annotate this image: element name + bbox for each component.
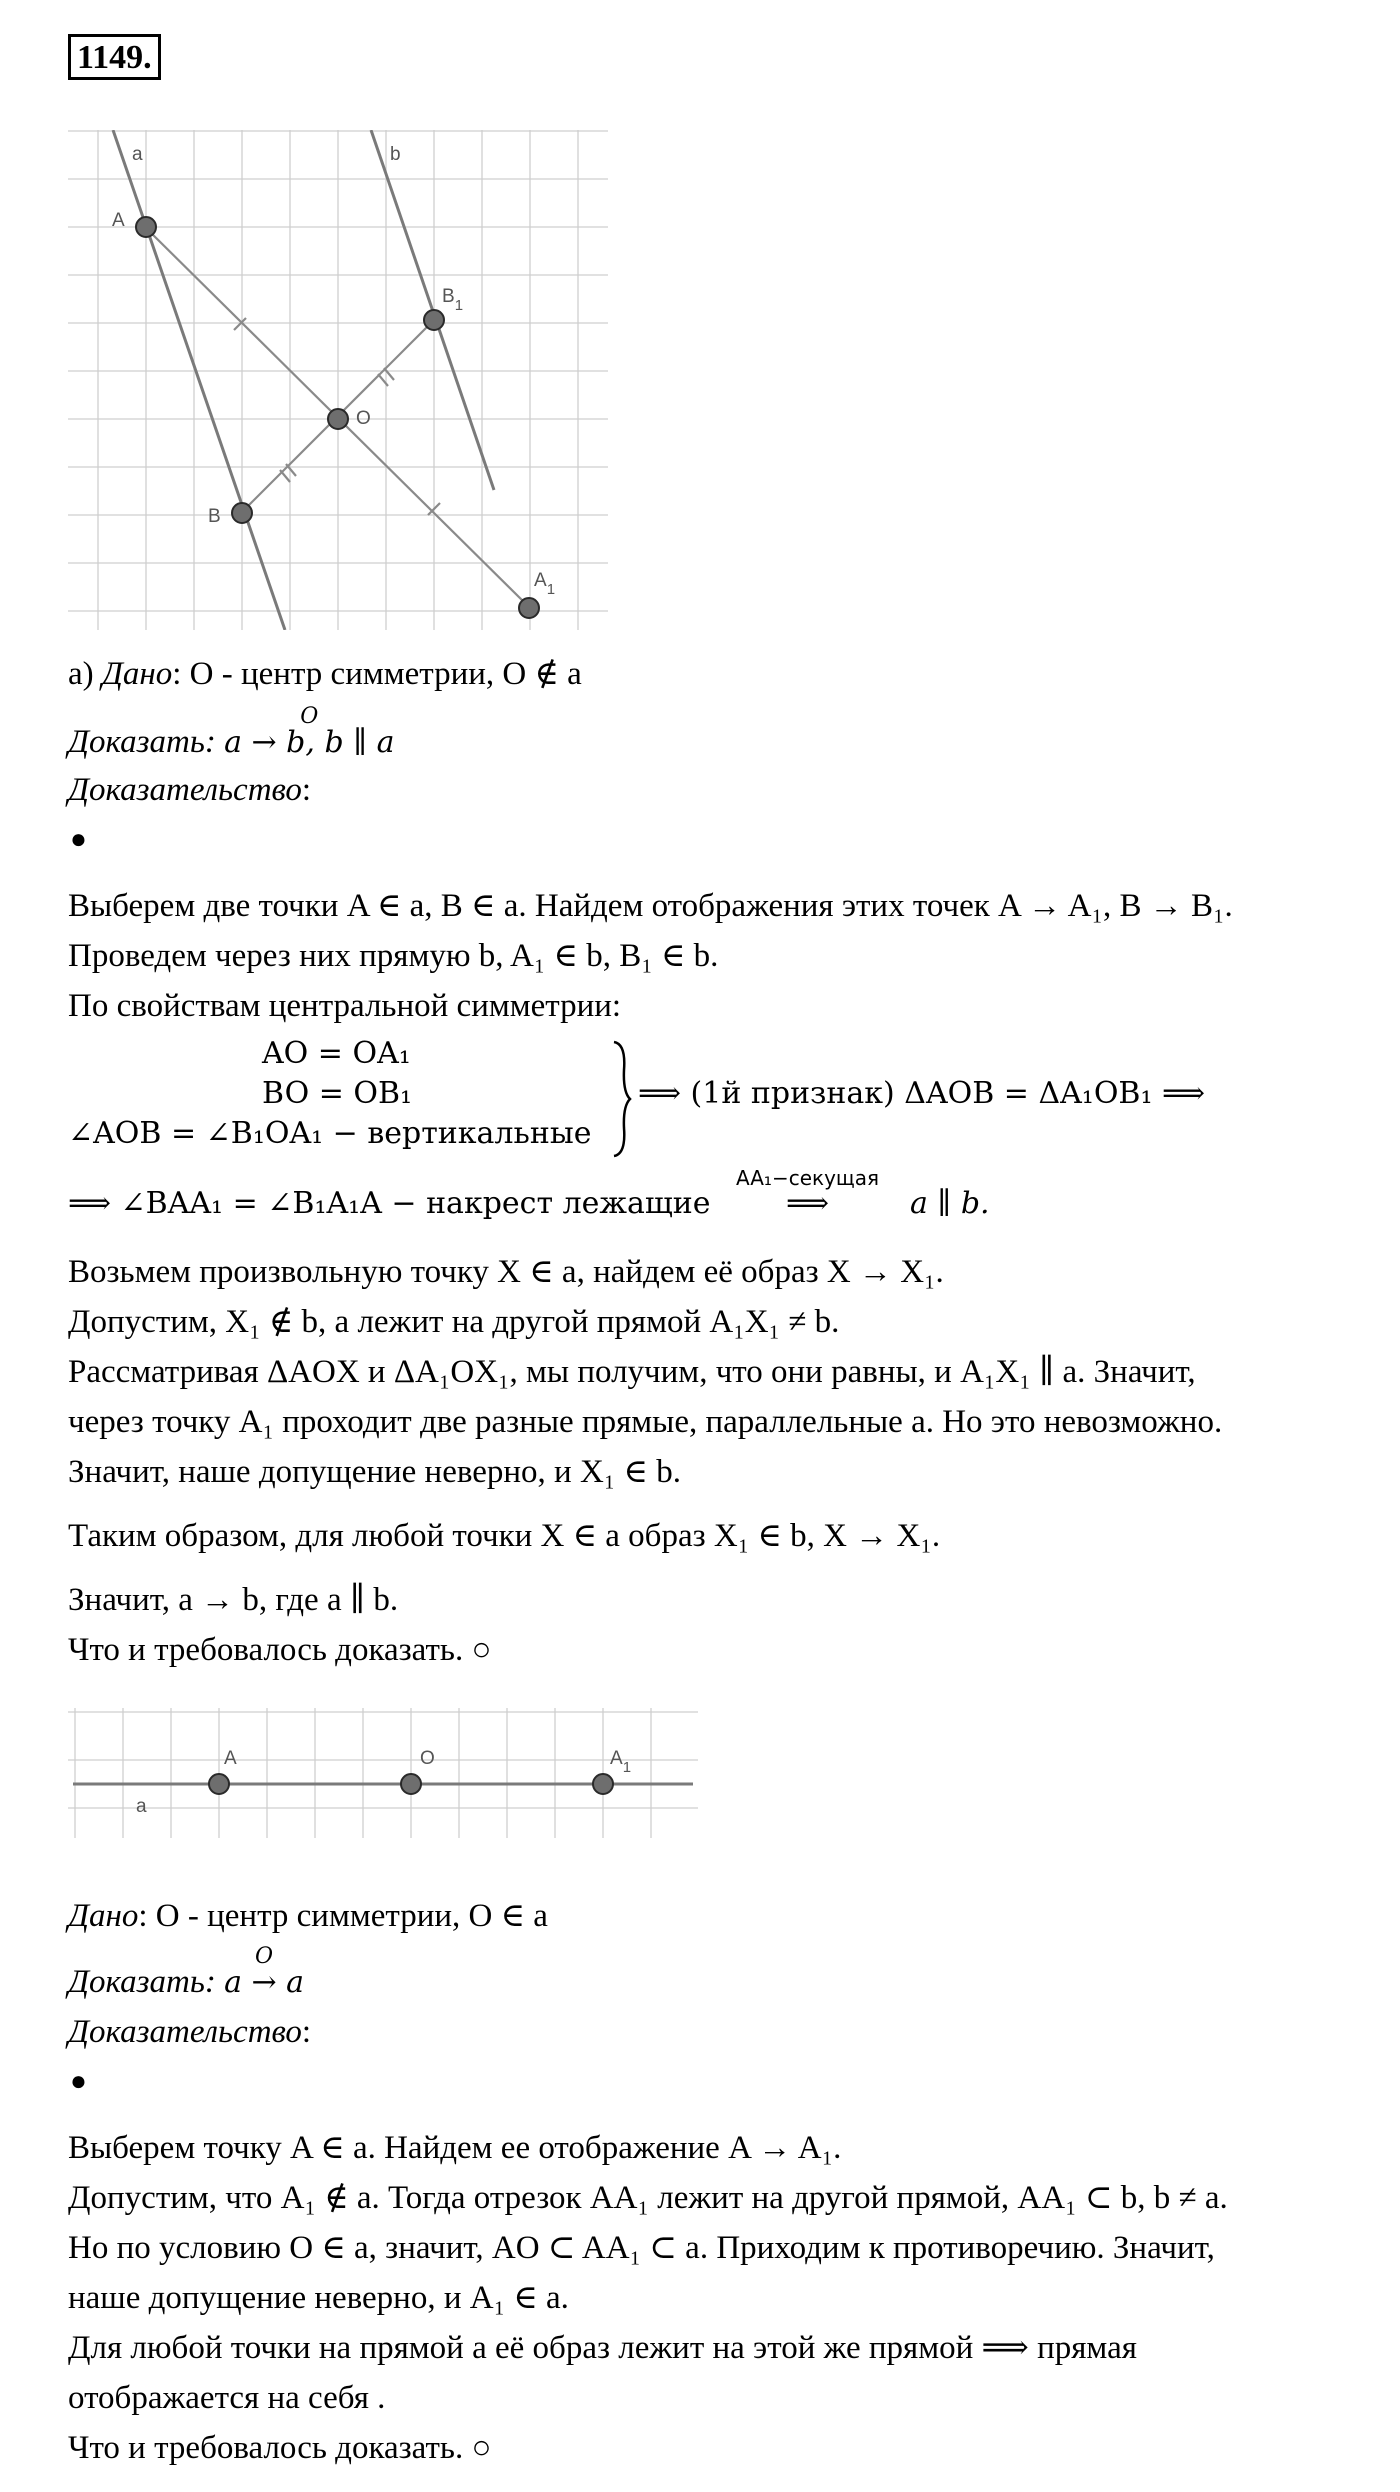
part-b-line-6: отображается на себя .: [68, 2380, 386, 2416]
point-O-2: [401, 1774, 421, 1794]
label-B: B: [208, 506, 221, 527]
system-eq-1: AO = OA₁: [262, 1036, 411, 1071]
figure-2-line-through-center: [68, 1708, 698, 1838]
part-a-line-1: Выберем две точки A ∈ a, B ∈ a. Найдем отображения этих точек A → A₁, B → B₁.: [68, 888, 1233, 924]
system-eq-3: ∠AOB = ∠B₁OA₁ − вертикальные: [68, 1116, 592, 1151]
part-b-prove: Доказать: O a → a: [68, 1962, 304, 2003]
part-a-bullet: ●: [70, 824, 87, 855]
label-A1-2: $A_1$: [610, 1748, 632, 1776]
part-a-line-4-right: a ∥ b.: [910, 1186, 990, 1221]
part-a-line-4-over: AA₁−секущая: [736, 1166, 880, 1190]
part-b-line-1: Выберем точку A ∈ a. Найдем ее отображение A → A₁.: [68, 2130, 842, 2166]
part-a-line-6: Допустим, X₁ ∉ b, а лежит на другой прямой A₁X₁ ≠ b.: [68, 1304, 840, 1340]
figure-1-symmetry-lines: [68, 130, 608, 630]
part-a-line-10: Таким образом, для любой точки X ∈ a образ X₁ ∈ b, X → X₁.: [68, 1518, 941, 1554]
system-brace: [610, 1040, 634, 1158]
part-a-given: а) Дано: O - центр симметрии, O ∉ a: [68, 656, 582, 692]
system-eq-2: BO = OB₁: [262, 1076, 413, 1111]
part-b-line-3: Но по условию O ∈ a, значит, AO ⊂ AA₁ ⊂ a. Приходим к противоречию. Значит,: [68, 2230, 1215, 2266]
prove-arrow-expr: O a → b, b ∥ a: [224, 704, 395, 760]
part-a-line-7: Рассматривая ΔAOX и ΔA₁OX₁, мы получим, что они равны, и A₁X₁ ∥ a. Значит,: [68, 1354, 1196, 1390]
part-a-proof-label: Доказательство:: [68, 772, 312, 808]
part-a-line-11: Значит, a → b, где a ∥ b.: [68, 1582, 399, 1618]
label-O-2: O: [420, 1748, 435, 1769]
part-a-line-4-arrow: ⟹: [786, 1186, 830, 1221]
label-A-2: A: [224, 1748, 237, 1769]
point-A1-2: [593, 1774, 613, 1794]
point-O: [328, 409, 348, 429]
part-a-line-12: Что и требовалось доказать. ○: [68, 1632, 492, 1668]
label-B1: $B_1$: [442, 286, 464, 314]
prove-arrow-expr-b: O a → a: [224, 1944, 305, 2000]
part-b-line-7: Что и требовалось доказать. ○: [68, 2430, 492, 2466]
label-O: O: [356, 408, 371, 429]
part-b-line-4: наше допущение неверно, и A₁ ∈ a.: [68, 2280, 569, 2316]
label-A1: $A_1$: [534, 570, 556, 598]
label-a: a: [132, 144, 143, 165]
system-result: ⟹ (1й признак) ΔAOB = ΔA₁OB₁ ⟹: [638, 1076, 1206, 1111]
part-a-line-8: через точку A₁ проходит две разные прямые, параллельные a. Но это невозможно.: [68, 1404, 1223, 1440]
part-b-line-2: Допустим, что A₁ ∉ a. Тогда отрезок AA₁ лежит на другой прямой, AA₁ ⊂ b, b ≠ a.: [68, 2180, 1228, 2216]
point-B1: [424, 310, 444, 330]
part-b-given: Дано: O - центр симметрии, O ∈ a: [68, 1898, 548, 1934]
point-B: [232, 503, 252, 523]
label-a-2: a: [136, 1796, 147, 1817]
part-a-line-4-left: ⟹ ∠BAA₁ = ∠B₁A₁A − накрест лежащие: [68, 1186, 711, 1221]
label-A: A: [112, 210, 125, 231]
label-b: b: [390, 144, 401, 165]
part-b-line-5: Для любой точки на прямой a её образ лежит на этой же прямой ⟹ прямая: [68, 2330, 1137, 2366]
line-a: [113, 130, 285, 630]
point-A-2: [209, 1774, 229, 1794]
part-a-prove: Доказать: O a → b, b ∥ a: [68, 722, 394, 763]
part-b-bullet: ●: [70, 2066, 87, 2097]
part-b-proof-label: Доказательство:: [68, 2014, 312, 2050]
part-a-line-9: Значит, наше допущение неверно, и X₁ ∈ b.: [68, 1454, 681, 1490]
part-a-line-2: Проведем через них прямую b, A₁ ∈ b, B₁ ∈ b.: [68, 938, 719, 974]
point-A: [136, 217, 156, 237]
part-a-line-3: По свойствам центральной симметрии:: [68, 988, 622, 1024]
point-A1: [519, 598, 539, 618]
problem-number: 1149.: [68, 34, 161, 80]
part-a-line-5: Возьмем произвольную точку X ∈ a, найдем её образ X → X₁.: [68, 1254, 944, 1290]
